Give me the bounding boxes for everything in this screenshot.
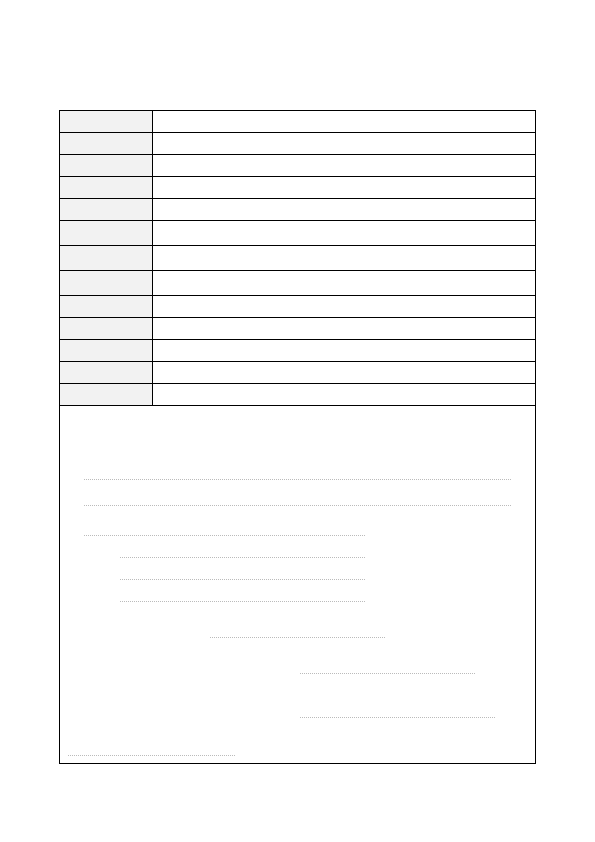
text-line xyxy=(84,489,511,506)
form-row-value xyxy=(152,155,535,177)
form-row-value xyxy=(152,177,535,199)
text-line xyxy=(120,563,365,580)
text-line xyxy=(300,657,475,674)
form-row-value xyxy=(152,384,535,406)
declaration-area xyxy=(60,449,535,763)
form-row-label xyxy=(60,384,152,406)
text-line xyxy=(84,463,511,480)
form-row-label xyxy=(60,246,152,271)
form-row-label xyxy=(60,133,152,155)
form-row-label xyxy=(60,271,152,296)
form-row-value xyxy=(152,271,535,296)
form-row-value xyxy=(152,133,535,155)
form-row-value xyxy=(152,199,535,221)
form-row-value xyxy=(152,318,535,340)
form-row-label xyxy=(60,318,152,340)
form-row-label xyxy=(60,362,152,384)
text-line xyxy=(84,519,365,536)
form-row-value xyxy=(152,340,535,362)
text-line xyxy=(300,701,495,718)
form-row-label xyxy=(60,296,152,318)
form-grid xyxy=(60,111,535,406)
document-title xyxy=(0,70,595,98)
text-line xyxy=(210,621,385,638)
form-row-label xyxy=(60,155,152,177)
form-row-label xyxy=(60,199,152,221)
form-row-value xyxy=(152,246,535,271)
form-row-value xyxy=(152,362,535,384)
form-row-label xyxy=(60,340,152,362)
text-line xyxy=(120,541,365,558)
form-row-value xyxy=(152,111,535,133)
application-form xyxy=(59,110,536,764)
text-line xyxy=(68,739,235,756)
form-row-label xyxy=(60,221,152,246)
text-line xyxy=(120,585,365,602)
form-row-label xyxy=(60,111,152,133)
form-row-label xyxy=(60,177,152,199)
form-row-value xyxy=(152,221,535,246)
form-row-value xyxy=(152,296,535,318)
